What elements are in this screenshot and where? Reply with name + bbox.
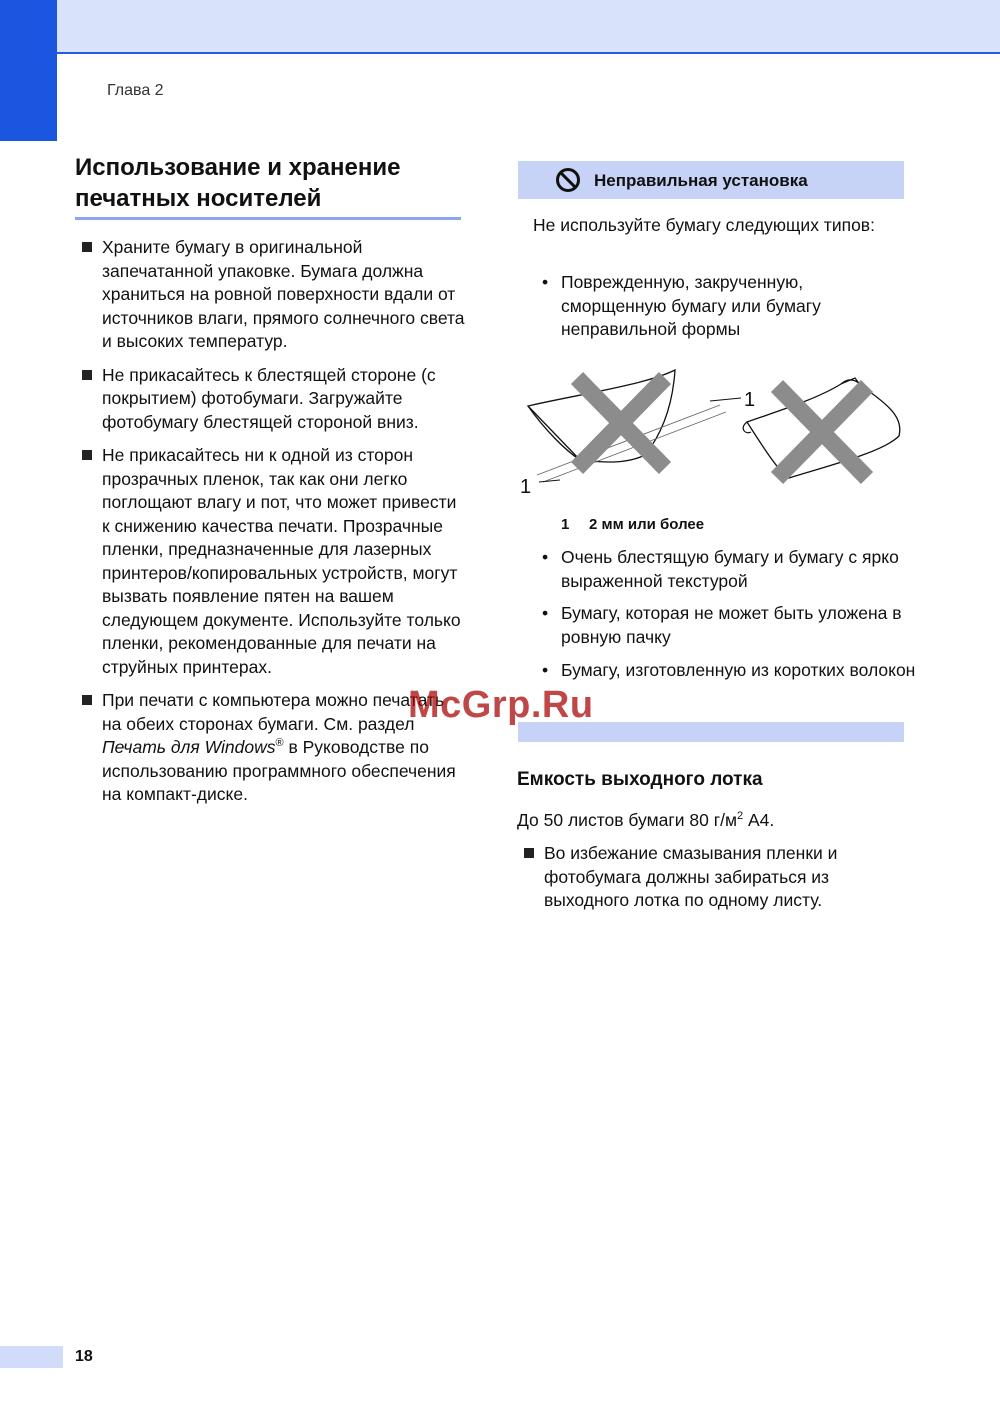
page-number: 18 (75, 1348, 93, 1365)
list-item-text: Не прикасайтесь ни к одной из сторон прозрачных пленок, так как они легко поглощают влагу и пот, что может привести к снижению качества печати. Прозрачные пленки, предназначенные для лазерных принтеров/копировальных устройств, могут вызвать появление пятен на вашем следующем документе. Используйте только пленки, рекомендованные для печати на струйных принтерах. (102, 445, 461, 677)
caption-number: 1 (561, 516, 570, 533)
list-item (538, 546, 921, 593)
figure-label: 1 (520, 476, 532, 498)
list-item (80, 364, 465, 435)
warning-intro: Не используйте бумагу следующих типов: (533, 215, 875, 235)
square-bullet-icon (82, 370, 92, 380)
watermark: McGrp.Ru (408, 684, 594, 726)
figure-caption (561, 516, 704, 533)
leader-line-right (710, 398, 741, 401)
warning-header (518, 161, 904, 199)
subsection-title: Емкость выходного лотка (517, 769, 763, 790)
paper-defects-illustration (515, 360, 905, 510)
capacity-text: До 50 листов бумаги 80 г/м (517, 810, 737, 830)
prohibited-icon (555, 167, 581, 193)
list-item (80, 236, 465, 354)
list-item-text: Очень блестящую бумагу и бумагу с ярко выраженной текстурой (561, 547, 899, 591)
chapter-tab (0, 0, 57, 141)
section-title: Использование и хранение печатных носителей (75, 154, 401, 212)
capacity-superscript: 2 (737, 810, 744, 823)
square-bullet-icon (524, 848, 534, 858)
leader-line-left (539, 480, 560, 482)
square-bullet-icon (82, 242, 92, 252)
bullet-dot: • (542, 603, 549, 623)
list-item-text: Поврежденную, закрученную, сморщенную бумагу или бумагу неправильной формы (561, 272, 821, 339)
manual-reference: Печать для Windows (102, 737, 276, 757)
list-item (538, 659, 921, 683)
warning-title: Неправильная установка (594, 171, 808, 190)
list-item-text: Во избежание смазывания пленки и фотобумага должны забираться из выходного лотка по одному листу. (544, 843, 838, 910)
title-underline (75, 217, 461, 220)
list-item-text: Бумагу, которая не может быть уложена в ровную пачку (561, 603, 902, 647)
bullet-dot: • (542, 547, 549, 567)
header-rule (57, 52, 1000, 54)
list-item (80, 444, 465, 679)
list-item-text: Храните бумагу в оригинальной запечатанной упаковке. Бумага должна храниться на ровной поверхности вдали от источников влаги, прямого солнечного света и высоких температур. (102, 237, 465, 351)
square-bullet-icon (82, 450, 92, 460)
bullet-dot: • (542, 660, 549, 680)
chapter-label: Глава 2 (107, 82, 164, 99)
list-item (522, 842, 909, 913)
list-item-text-end: в Руководстве по использованию программного обеспечения на компакт-диске. (102, 737, 456, 804)
list-item (538, 271, 901, 342)
page-tab (0, 1346, 63, 1368)
header-band (0, 0, 1000, 52)
square-bullet-icon (82, 695, 92, 705)
figure-label: 1 (744, 389, 756, 411)
bullet-dot: • (542, 272, 549, 292)
storage-list (80, 236, 465, 817)
registered-mark: ® (275, 737, 284, 750)
caption-text: 2 мм или более (589, 516, 705, 533)
list-item-text: Бумагу, изготовленную из коротких волокон (561, 660, 916, 680)
list-item-text: При печати с компьютера можно печатать на обеих сторонах бумаги. См. раздел (102, 690, 445, 734)
capacity-text-end: А4. (743, 810, 775, 830)
list-item-text: Не прикасайтесь к блестящей стороне (с покрытием) фотобумаги. Загружайте фотобумагу блестящей стороной вниз. (102, 364, 436, 432)
tray-capacity (517, 809, 897, 833)
list-item (538, 602, 921, 649)
